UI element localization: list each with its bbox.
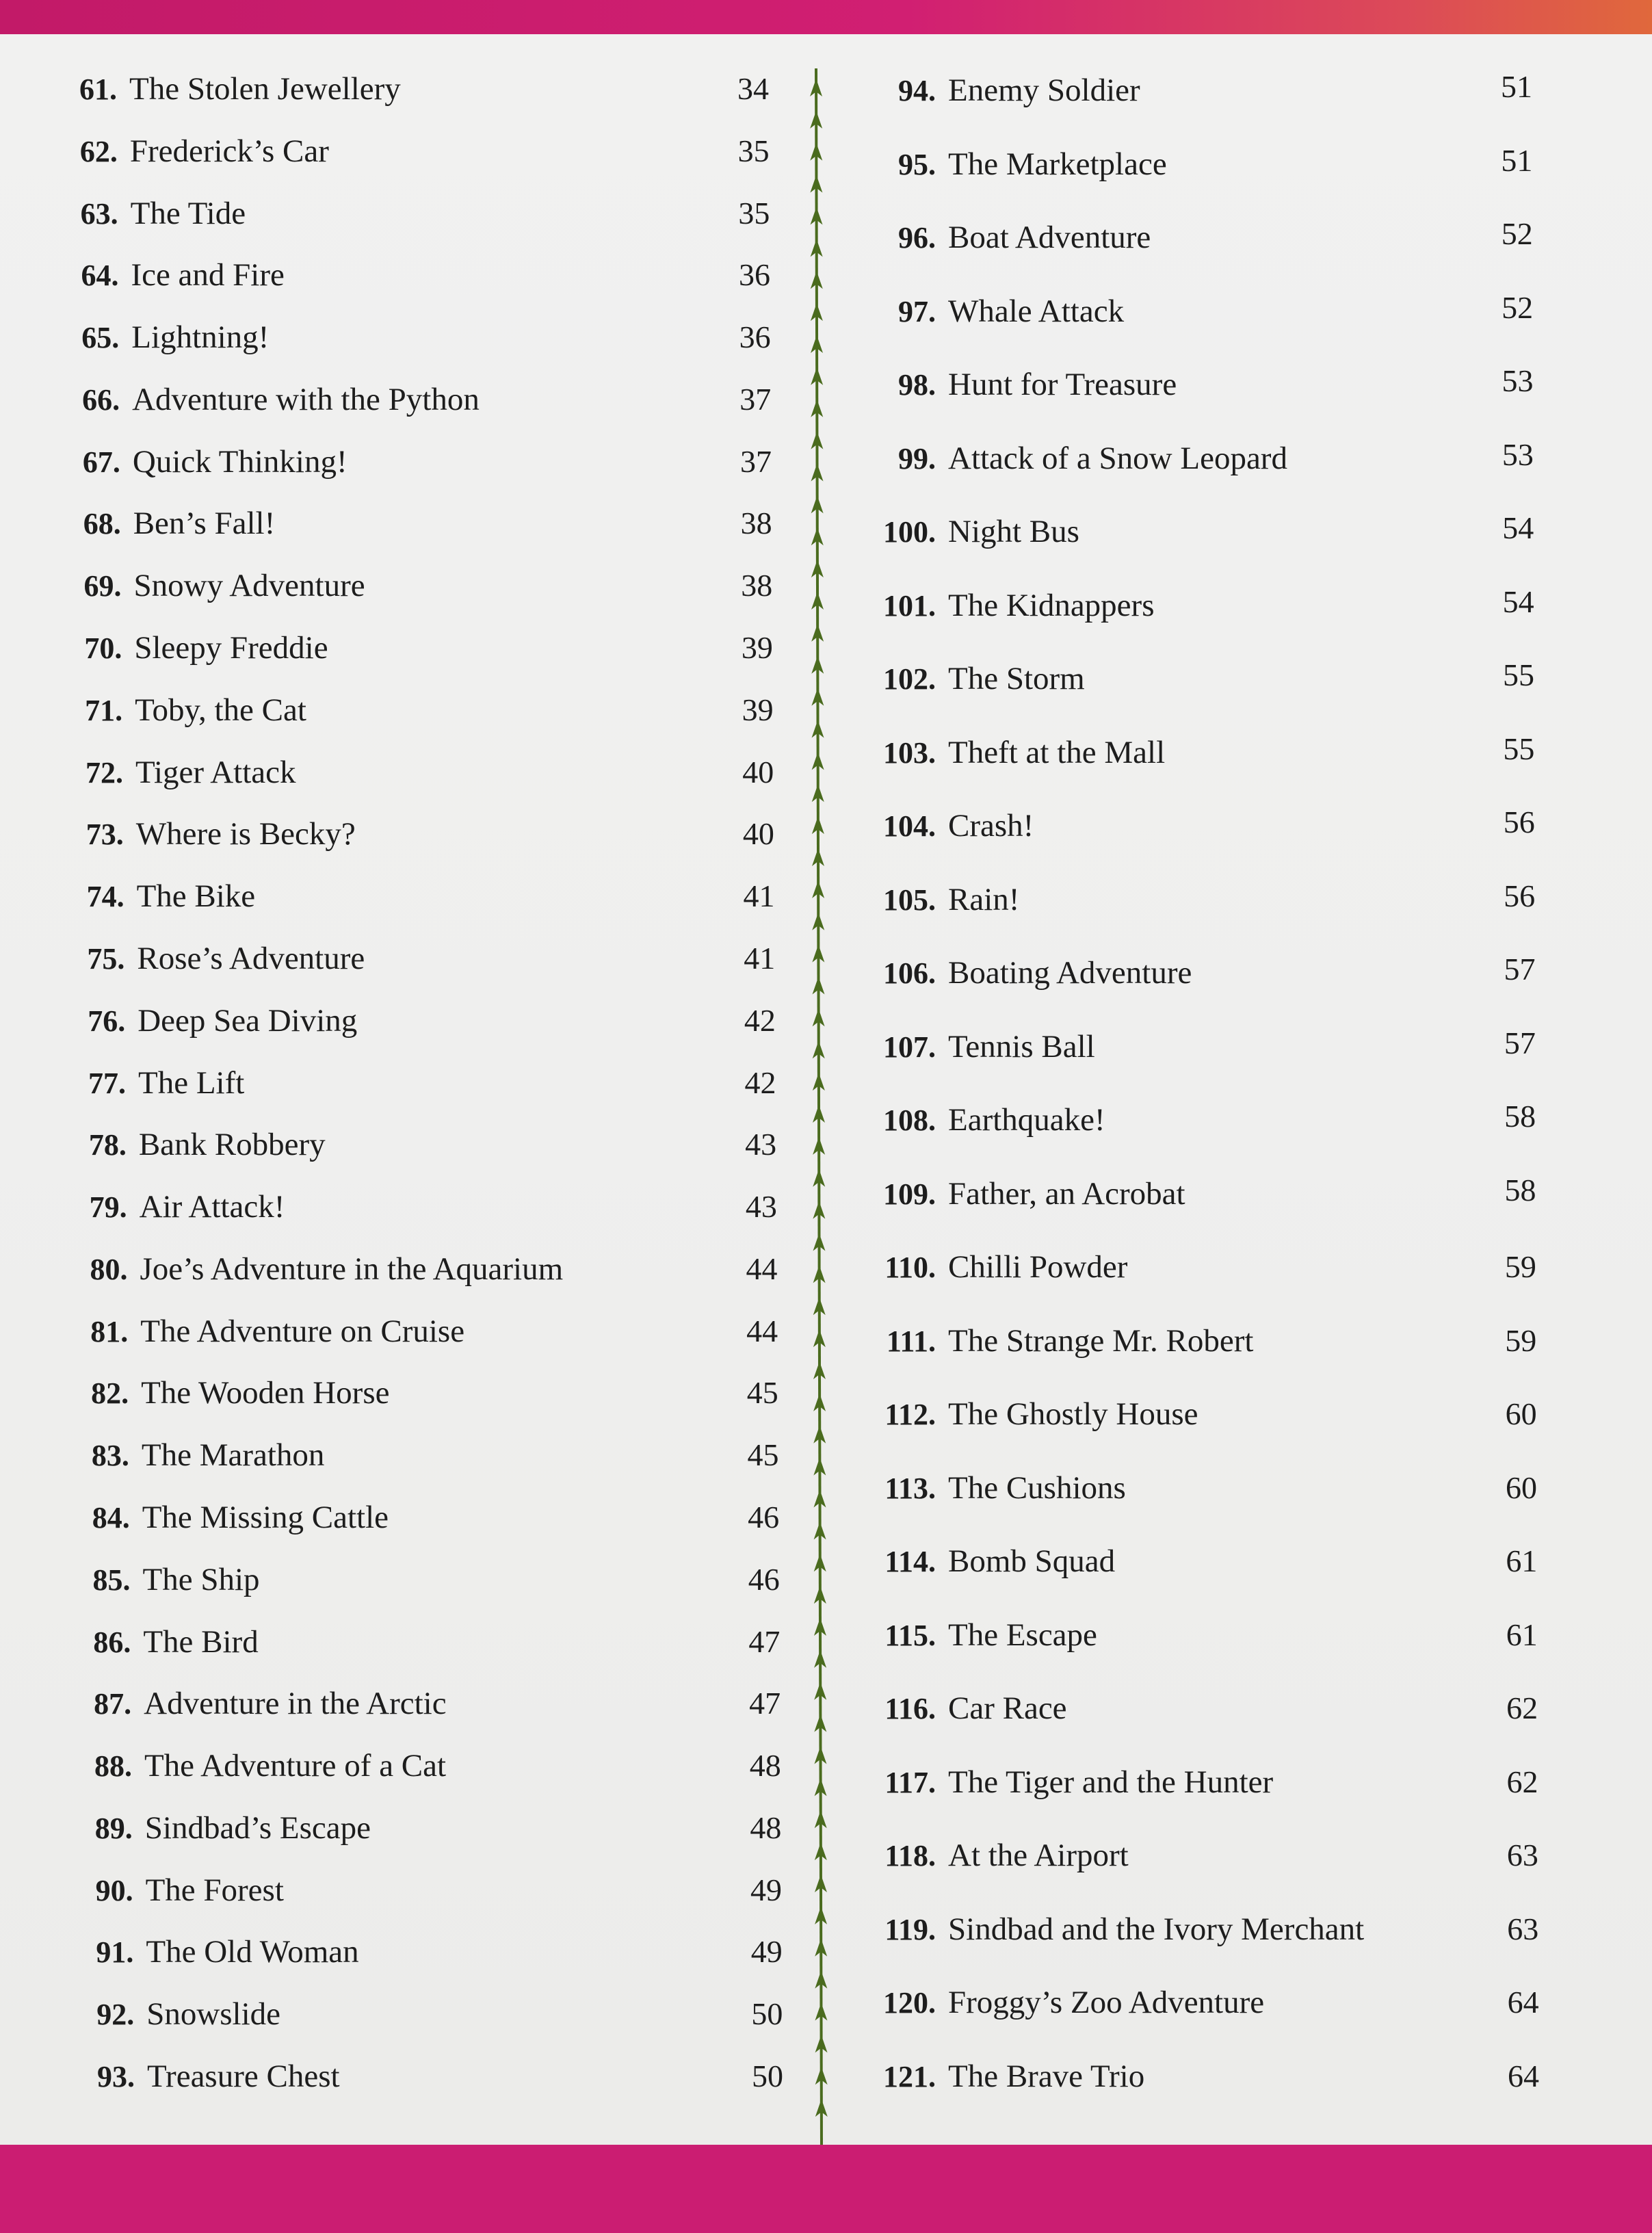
contents-entry: [867, 1240, 1127, 1294]
entry-title: Rain!: [948, 881, 1020, 917]
entry-title: Theft at the Mall: [948, 734, 1166, 770]
contents-entry: [867, 63, 1140, 118]
contents-entry: [867, 1314, 1253, 1368]
entry-title: Joe’s Adventure in the Aquarium: [140, 1251, 564, 1287]
entry-number: 79.: [89, 1190, 127, 1225]
contents-entry: [867, 798, 1034, 853]
entry-page-number: 37: [739, 443, 772, 479]
entry-page-number: 63: [1507, 1911, 1539, 1946]
entry-number: 74.: [86, 880, 124, 914]
entry-page-number: 41: [743, 878, 775, 914]
contents-entry: [83, 434, 348, 489]
entry-number: 93.: [97, 2060, 135, 2093]
entry-title: Tiger Attack: [135, 754, 296, 790]
contents-entry: [93, 1552, 260, 1607]
contents-entry: [86, 807, 356, 861]
entry-title: Bomb Squad: [948, 1543, 1116, 1580]
entry-page-number: 48: [749, 1748, 781, 1784]
contents-entry: [95, 1801, 371, 1855]
entry-number: 92.: [96, 1998, 135, 2032]
entry-title: Enemy Soldier: [948, 73, 1140, 108]
entry-page-number: 52: [1501, 216, 1533, 252]
contents-entry: [867, 1975, 1264, 2030]
entry-title: The Strange Mr. Robert: [948, 1322, 1254, 1359]
entry-number: 106.: [883, 956, 936, 991]
entry-number: 76.: [88, 1004, 126, 1038]
entry-title: The Ship: [142, 1561, 260, 1597]
entry-page-number: 39: [741, 630, 773, 666]
contents-entry: [79, 62, 401, 116]
entry-page-number: 35: [737, 133, 770, 168]
entry-number: 63.: [80, 196, 118, 231]
entry-title: Car Race: [948, 1690, 1067, 1727]
entry-page-number: 49: [750, 1872, 783, 1907]
contents-entry: [89, 1117, 326, 1172]
entry-page-number: 47: [748, 1623, 781, 1659]
entry-title: The Forest: [145, 1872, 284, 1908]
contents-entry: [867, 872, 1019, 927]
entry-page-number: 42: [744, 1065, 776, 1100]
entry-title: The Kidnappers: [948, 587, 1155, 623]
entry-number: 95.: [898, 147, 936, 181]
entry-page-number: 58: [1504, 1099, 1536, 1134]
entry-title: Earthquake!: [948, 1102, 1105, 1138]
entry-page-number: 46: [748, 1499, 780, 1535]
entry-number: 88.: [94, 1749, 132, 1784]
entry-number: 78.: [88, 1128, 127, 1162]
entry-page-number: 57: [1504, 1025, 1536, 1060]
contents-entry: [87, 869, 256, 924]
contents-entry: [91, 1366, 389, 1420]
entry-number: 120.: [883, 1986, 936, 2020]
entry-page-number: 61: [1506, 1543, 1538, 1579]
contents-entry: [80, 124, 329, 179]
entry-number: 101.: [883, 588, 936, 623]
entry-title: Sindbad and the Ivory Merchant: [948, 1911, 1365, 1947]
entry-page-number: 45: [746, 1375, 778, 1411]
entry-number: 82.: [91, 1376, 129, 1411]
entry-number: 105.: [883, 883, 936, 917]
entry-title: Sleepy Freddie: [134, 630, 328, 666]
entry-number: 107.: [883, 1030, 936, 1064]
entry-page-number: 42: [744, 1002, 776, 1038]
entry-page-number: 50: [752, 2059, 783, 2093]
entry-page-number: 56: [1503, 805, 1535, 840]
entry-page-number: 59: [1504, 1249, 1536, 1285]
entry-title: The Storm: [948, 661, 1085, 697]
contents-entry: [84, 621, 328, 675]
entry-title: Frederick’s Car: [129, 133, 329, 169]
contents-entry: [867, 1902, 1364, 1957]
contents-entry: [88, 1056, 244, 1110]
entry-page-number: 39: [742, 692, 774, 727]
entry-page-number: 64: [1508, 2059, 1539, 2093]
entry-title: Toby, the Cat: [135, 692, 306, 728]
entry-number: 72.: [85, 755, 123, 789]
entry-number: 86.: [93, 1625, 131, 1659]
contents-entry: [96, 1863, 284, 1918]
bottom-border-band: [0, 2145, 1652, 2233]
entry-number: 75.: [87, 941, 125, 976]
contents-entry: [867, 1534, 1115, 1589]
entry-number: 84.: [92, 1500, 130, 1535]
contents-entry: [84, 558, 365, 613]
entry-title: Night Bus: [948, 514, 1079, 550]
contents-entry: [867, 1093, 1105, 1147]
entry-page-number: 58: [1504, 1172, 1536, 1207]
entry-title: Father, an Acrobat: [948, 1175, 1185, 1212]
entry-number: 118.: [884, 1839, 936, 1873]
entry-number: 73.: [86, 818, 124, 852]
entry-page-number: 43: [745, 1127, 777, 1162]
contents-entry: [96, 1924, 358, 1979]
entry-number: 89.: [94, 1811, 133, 1845]
entry-number: 112.: [884, 1398, 936, 1432]
entry-title: Snowslide: [146, 1996, 281, 2033]
entry-title: The Marathon: [141, 1437, 325, 1474]
entry-number: 83.: [91, 1439, 129, 1473]
entry-number: 68.: [83, 507, 121, 541]
entry-title: Tennis Ball: [948, 1028, 1095, 1065]
entry-title: The Ghostly House: [948, 1396, 1198, 1433]
entry-number: 111.: [886, 1324, 936, 1358]
contents-entry: [87, 931, 365, 986]
entry-title: Deep Sea Diving: [137, 1002, 358, 1039]
entry-number: 69.: [83, 569, 122, 603]
entry-title: Quick Thinking!: [132, 443, 348, 480]
entry-number: 94.: [898, 74, 936, 107]
entry-title: Treasure Chest: [147, 2059, 340, 2094]
entry-number: 121.: [883, 2060, 936, 2093]
entry-title: The Stolen Jewellery: [129, 71, 401, 107]
contents-entry: [867, 2049, 1144, 2104]
entry-title: Attack of a Snow Leopard: [948, 440, 1287, 476]
contents-entry: [92, 1428, 325, 1483]
entry-page-number: 57: [1504, 952, 1536, 987]
contents-entry: [867, 1681, 1067, 1736]
contents-entry: [867, 725, 1165, 780]
contents-entry: [867, 1387, 1198, 1441]
entry-page-number: 40: [742, 816, 774, 852]
contents-entry: [867, 431, 1287, 486]
contents-entry: [867, 651, 1085, 706]
contents-entry: [867, 1755, 1273, 1810]
contents-entry: [94, 1738, 446, 1793]
entry-title: The Escape: [948, 1617, 1097, 1653]
entry-title: Bank Robbery: [138, 1127, 326, 1163]
contents-entry: [867, 1608, 1097, 1662]
entry-page-number: 60: [1506, 1470, 1538, 1505]
entry-title: The Cushions: [948, 1470, 1126, 1506]
contents-entry: [83, 496, 276, 551]
contents-entry: [867, 945, 1192, 1000]
entry-page-number: 46: [748, 1561, 780, 1597]
entry-number: 98.: [898, 368, 936, 402]
contents-entry: [81, 248, 284, 302]
entry-title: Air Attack!: [139, 1189, 285, 1225]
entry-page-number: 53: [1502, 363, 1534, 399]
entry-title: Rose’s Adventure: [137, 940, 365, 976]
entry-number: 77.: [88, 1066, 126, 1100]
entry-number: 104.: [883, 809, 936, 844]
entry-number: 117.: [884, 1765, 936, 1799]
contents-entry: [867, 1166, 1185, 1221]
entry-page-number: 52: [1502, 289, 1534, 325]
entry-number: 119.: [884, 1912, 936, 1946]
entry-page-number: 51: [1501, 69, 1532, 104]
entry-number: 102.: [883, 662, 936, 696]
contents-entry: [92, 1490, 389, 1545]
entry-number: 114.: [884, 1545, 936, 1579]
contents-entry: [82, 372, 480, 427]
entry-number: 64.: [81, 259, 119, 293]
contents-entry: [93, 1615, 258, 1669]
entry-page-number: 34: [737, 71, 769, 106]
contents-entry: [867, 1019, 1095, 1074]
entry-page-number: 44: [746, 1251, 778, 1286]
contents-entry: [97, 2049, 340, 2104]
contents-entry: [867, 1461, 1126, 1515]
entry-page-number: 55: [1503, 731, 1535, 766]
entry-page-number: 37: [739, 381, 772, 417]
entry-title: The Old Woman: [146, 1934, 359, 1970]
entry-title: Boating Adventure: [948, 955, 1192, 991]
entry-title: The Adventure on Cruise: [140, 1313, 465, 1349]
entry-page-number: 60: [1505, 1396, 1537, 1432]
entry-title: Ice and Fire: [131, 257, 285, 293]
entry-number: 108.: [883, 1104, 936, 1138]
entry-number: 97.: [898, 294, 936, 328]
contents-entry: [81, 186, 246, 241]
entry-page-number: 64: [1507, 1985, 1539, 2020]
entry-page-number: 62: [1506, 1764, 1538, 1799]
entry-page-number: 38: [740, 506, 772, 541]
entry-title: Whale Attack: [948, 293, 1125, 329]
entry-title: Crash!: [948, 808, 1034, 844]
entry-page-number: 56: [1504, 878, 1536, 913]
entry-title: Adventure with the Python: [132, 381, 480, 417]
contents-entry: [90, 1242, 563, 1296]
entry-number: 65.: [81, 321, 120, 355]
entry-title: Hunt for Treasure: [948, 367, 1177, 403]
entry-title: The Missing Cattle: [142, 1499, 389, 1535]
entry-number: 109.: [883, 1177, 936, 1211]
entry-page-number: 44: [746, 1313, 778, 1348]
entry-title: Lightning!: [131, 319, 270, 356]
entry-number: 62.: [79, 134, 118, 168]
entry-page-number: 55: [1502, 657, 1534, 693]
entry-page-number: 62: [1506, 1690, 1538, 1726]
entry-title: The Tide: [130, 195, 246, 231]
entry-title: Where is Becky?: [135, 816, 356, 852]
contents-entry: [88, 993, 357, 1048]
entry-page-number: 40: [742, 754, 774, 789]
entry-title: The Brave Trio: [948, 2059, 1145, 2094]
entry-number: 85.: [92, 1563, 131, 1597]
entry-page-number: 36: [739, 319, 771, 355]
entry-number: 91.: [96, 1935, 134, 1970]
contents-entry: [96, 1987, 280, 2041]
contents-entry: [85, 683, 306, 737]
entry-number: 71.: [85, 693, 123, 727]
entry-page-number: 36: [738, 257, 770, 293]
entry-page-number: 43: [745, 1189, 777, 1225]
contents-entry: [867, 137, 1167, 192]
entry-page-number: 54: [1502, 510, 1534, 546]
contents-entry: [867, 1828, 1129, 1883]
contents-entry: [94, 1676, 446, 1731]
entry-title: Adventure in the Arctic: [144, 1686, 447, 1722]
entry-title: Froggy’s Zoo Adventure: [948, 1985, 1265, 2021]
entry-title: Chilli Powder: [948, 1249, 1128, 1285]
contents-entry: [867, 284, 1124, 339]
entry-number: 66.: [82, 382, 120, 417]
entry-title: Boat Adventure: [948, 220, 1151, 256]
entry-page-number: 51: [1501, 142, 1533, 178]
entry-page-number: 54: [1502, 584, 1534, 619]
entry-number: 87.: [94, 1687, 132, 1721]
contents-entry: [867, 578, 1154, 633]
contents-entry: [86, 745, 296, 800]
entry-number: 61.: [79, 73, 117, 106]
entry-number: 80.: [90, 1252, 128, 1286]
entry-title: The Tiger and the Hunter: [948, 1764, 1274, 1800]
entry-number: 116.: [884, 1692, 936, 1726]
contents-entry: [81, 310, 269, 365]
arrow-vine-divider-icon: [800, 68, 841, 2148]
entry-number: 110.: [884, 1251, 936, 1285]
entry-number: 90.: [95, 1873, 133, 1907]
entry-page-number: 48: [750, 1810, 782, 1845]
entry-title: Snowy Adventure: [133, 568, 365, 604]
entry-title: The Bike: [136, 878, 256, 915]
entry-title: The Bird: [143, 1623, 259, 1660]
entry-title: At the Airport: [948, 1838, 1129, 1874]
entry-title: The Lift: [138, 1065, 245, 1101]
contents-entry: [867, 210, 1151, 265]
entry-page-number: 47: [749, 1686, 781, 1721]
entry-number: 67.: [82, 445, 120, 479]
entry-page-number: 45: [747, 1437, 779, 1473]
entry-number: 113.: [884, 1471, 936, 1505]
entry-title: Ben’s Fall!: [133, 506, 276, 542]
contents-entry: [90, 1304, 464, 1359]
entry-number: 115.: [884, 1618, 936, 1652]
entry-number: 103.: [883, 735, 936, 770]
entry-number: 81.: [90, 1314, 129, 1348]
contents-entry: [867, 357, 1177, 412]
entry-number: 99.: [898, 441, 936, 475]
entry-page-number: 35: [738, 195, 770, 231]
contents-entry: [867, 504, 1079, 559]
entry-number: 100.: [883, 515, 936, 549]
entry-title: The Wooden Horse: [141, 1375, 390, 1411]
entry-page-number: 61: [1506, 1617, 1538, 1652]
entry-number: 96.: [898, 221, 936, 255]
entry-title: The Adventure of a Cat: [144, 1748, 447, 1784]
entry-page-number: 63: [1506, 1838, 1538, 1873]
entry-title: Sindbad’s Escape: [144, 1810, 371, 1846]
entry-page-number: 38: [741, 568, 773, 603]
contents-entry: [90, 1179, 285, 1234]
entry-page-number: 59: [1505, 1322, 1537, 1358]
entry-page-number: 53: [1502, 436, 1534, 472]
entry-page-number: 50: [751, 1996, 783, 2032]
entry-page-number: 41: [744, 940, 776, 976]
entry-page-number: 49: [750, 1934, 783, 1970]
entry-title: The Marketplace: [948, 146, 1167, 182]
entry-number: 70.: [84, 631, 122, 666]
